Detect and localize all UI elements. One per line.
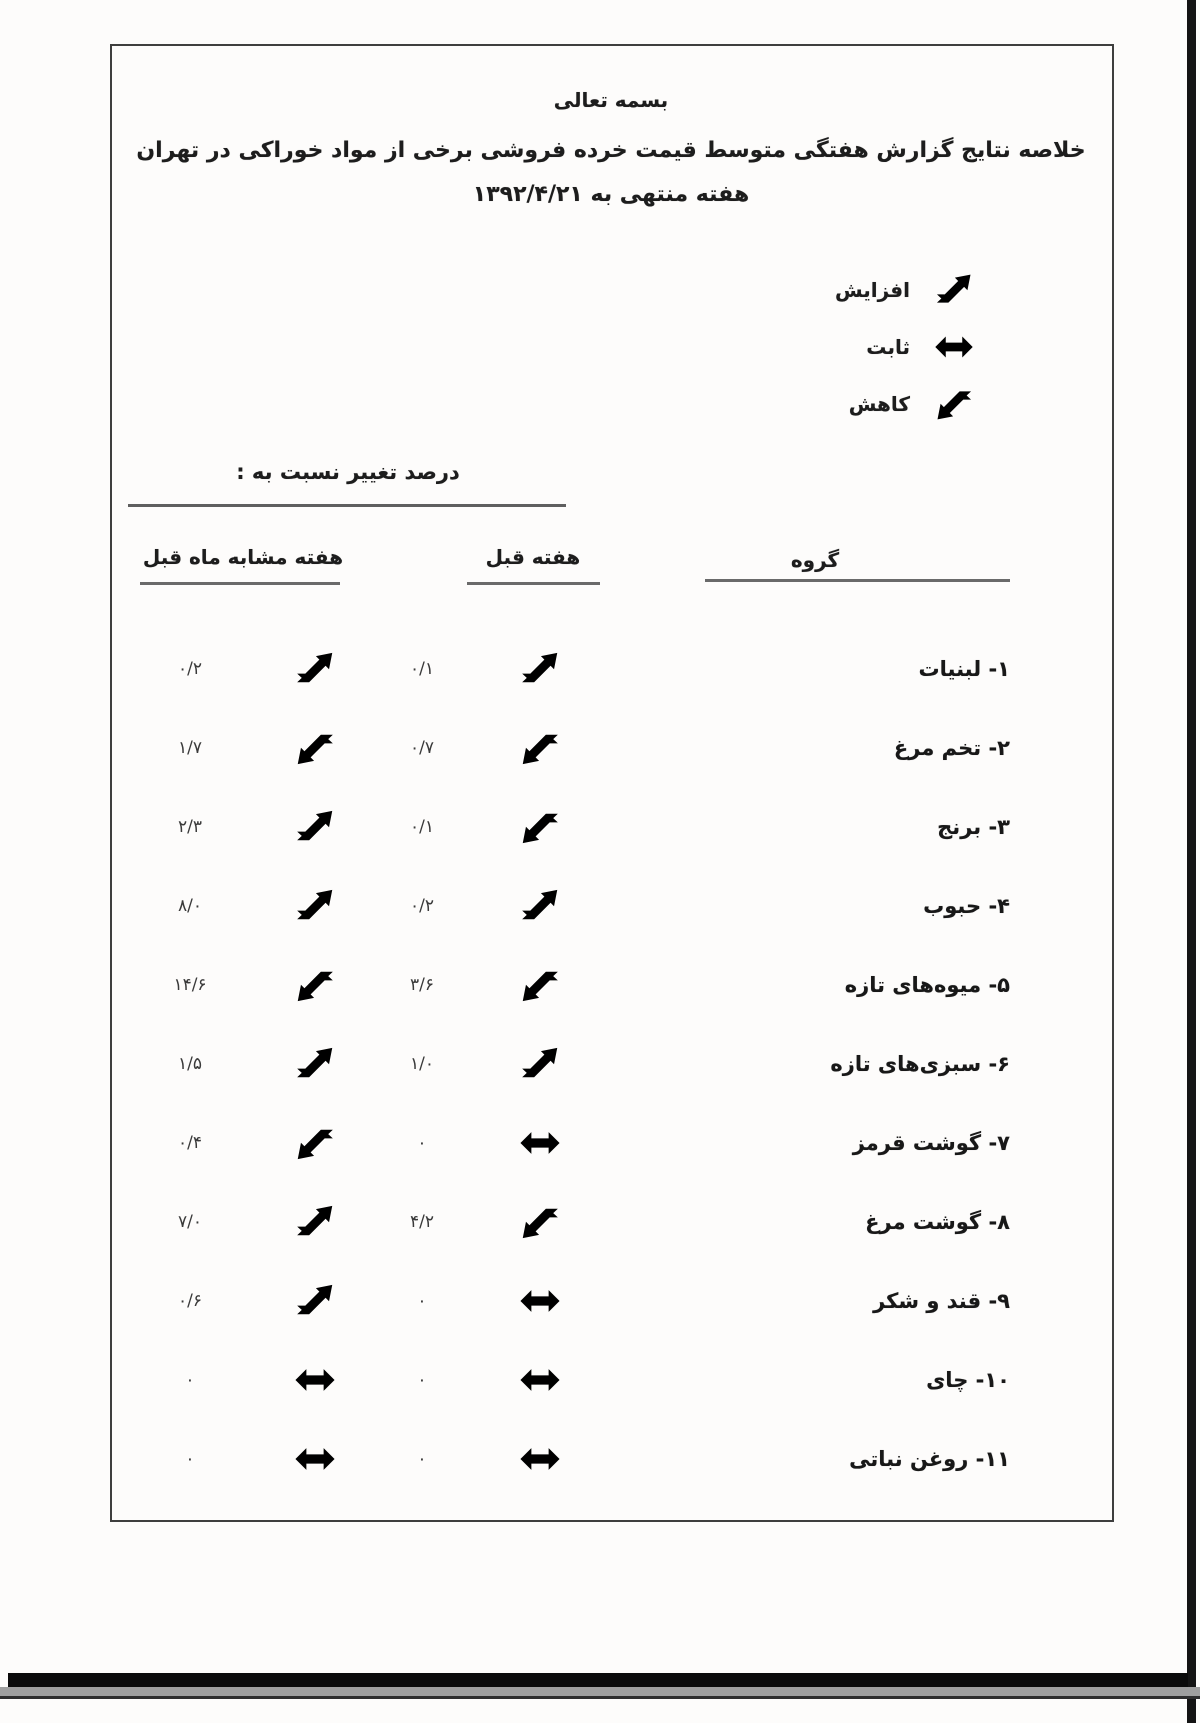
scan-bottom-edge-line [0,1696,1200,1699]
prev-month-change-value: ۱/۷ [178,737,202,758]
prev-week-change-value: ۴/۲ [410,1211,434,1232]
decrease-arrow-icon [288,725,342,771]
stable-arrow-icon [513,1436,567,1482]
prev-week-arrow-cell [513,962,567,1008]
prev-week-arrow-cell [513,1041,567,1087]
prev-week-change-value: ۰ [417,1290,427,1311]
prev-week-arrow-cell [513,883,567,929]
legend-label: ثابت [866,335,910,359]
decrease-arrow-icon [513,1199,567,1245]
prev-week-change-value: ۰ [417,1448,427,1469]
decrease-arrow-icon [513,804,567,850]
table-row [111,787,1111,866]
prev-month-header-underline [140,582,340,585]
increase-arrow-icon [288,804,342,850]
increase-arrow-icon [928,268,980,312]
group-label: ۱- لبنیات [918,656,1010,681]
prev-month-arrow-cell [288,962,342,1008]
group-label: ۲- تخم مرغ [893,735,1010,760]
table-row [111,1103,1111,1182]
prev-month-change-value: ۰/۴ [178,1132,202,1153]
group-label: ۵- میوه‌های تازه [844,972,1010,997]
prev-week-arrow-cell [513,1278,567,1324]
group-label: ۴- حبوب [923,893,1010,918]
increase-arrow-icon [288,1041,342,1087]
group-label: ۸- گوشت مرغ [865,1209,1010,1234]
prev-month-change-value: ۲/۳ [178,816,202,837]
prev-week-arrow-cell [513,804,567,850]
arrow-legend [690,266,980,428]
stable-arrow-icon [288,1357,342,1403]
column-header-group: گروه [790,548,840,572]
decrease-arrow-icon [513,962,567,1008]
prev-month-change-value: ۰ [185,1369,195,1390]
prev-month-change-value: ۸/۰ [178,895,202,916]
prev-week-change-value: ۳/۶ [410,974,434,995]
prev-week-arrow-cell [513,1357,567,1403]
prev-week-change-value: ۰/۲ [410,895,434,916]
table-row [111,1419,1111,1498]
scan-bottom-edge-grey [0,1687,1200,1696]
group-label: ۳- برنج [937,814,1010,839]
increase-arrow-icon [513,883,567,929]
prev-month-change-value: ۰/۲ [178,658,202,679]
prev-month-arrow-cell [288,1278,342,1324]
legend-label: افزایش [834,278,910,302]
bismillah-text: بسمه تعالی [553,88,669,112]
prev-month-arrow-cell [288,1357,342,1403]
table-row [111,866,1111,945]
scan-right-edge [1187,0,1196,1723]
prev-week-arrow-cell [513,1199,567,1245]
legend-arrow-cell [928,325,980,369]
report-date-line: هفته منتهی به ۱۳۹۲/۴/۲۱ [472,182,750,207]
prev-month-change-value: ۰ [185,1448,195,1469]
legend-arrow-cell [928,268,980,312]
prev-week-arrow-cell [513,1120,567,1166]
table-row [111,708,1111,787]
stable-arrow-icon [513,1357,567,1403]
prev-week-change-value: ۱/۰ [410,1053,434,1074]
group-label: ۷- گوشت قرمز [852,1130,1010,1155]
prev-month-arrow-cell [288,1199,342,1245]
legend-item [690,323,980,371]
prev-month-arrow-cell [288,1436,342,1482]
prev-week-change-value: ۰ [417,1132,427,1153]
increase-arrow-icon [513,646,567,692]
prev-month-arrow-cell [288,883,342,929]
prev-month-arrow-cell [288,1041,342,1087]
prev-month-change-value: ۱۴/۶ [173,974,207,995]
table-row [111,1261,1111,1340]
prev-week-change-value: ۰/۱ [410,816,434,837]
price-change-table [111,629,1111,1498]
decrease-arrow-icon [513,725,567,771]
prev-month-arrow-cell [288,804,342,850]
table-row [111,945,1111,1024]
table-row [111,629,1111,708]
increase-arrow-icon [288,1278,342,1324]
scan-bottom-edge-black [8,1673,1188,1687]
prev-month-arrow-cell [288,646,342,692]
stable-arrow-icon [513,1278,567,1324]
stable-arrow-icon [513,1120,567,1166]
prev-week-arrow-cell [513,1436,567,1482]
legend-label: کاهش [848,392,910,416]
legend-item [690,266,980,314]
prev-week-arrow-cell [513,646,567,692]
column-header-prev-week: هفته قبل [485,545,581,569]
prev-month-change-value: ۱/۵ [178,1053,202,1074]
group-label: ۶- سبزی‌های تازه [830,1051,1010,1076]
stable-arrow-icon [288,1436,342,1482]
increase-arrow-icon [288,646,342,692]
report-title: خلاصه نتایج گزارش هفتگی متوسط قیمت خرده فروشی برخی از مواد خوراکی در تهران [136,138,1086,163]
group-header-underline [705,579,1010,582]
prev-week-change-value: ۰/۱ [410,658,434,679]
stable-arrow-icon [928,325,980,369]
table-row [111,1182,1111,1261]
increase-arrow-icon [288,1199,342,1245]
group-label: ۹- قند و شکر [873,1288,1010,1313]
decrease-arrow-icon [288,1120,342,1166]
legend-item [690,380,980,428]
prev-month-arrow-cell [288,725,342,771]
prev-week-change-value: ۰/۷ [410,737,434,758]
percent-header-rule [128,504,566,507]
prev-month-change-value: ۷/۰ [178,1211,202,1232]
group-label: ۱۱- روغن نباتی [849,1446,1010,1471]
group-label: ۱۰- چای [926,1367,1010,1392]
table-row [111,1024,1111,1103]
increase-arrow-icon [513,1041,567,1087]
legend-arrow-cell [928,382,980,426]
decrease-arrow-icon [288,962,342,1008]
decrease-arrow-icon [928,382,980,426]
prev-week-header-underline [467,582,600,585]
prev-week-change-value: ۰ [417,1369,427,1390]
table-row [111,1340,1111,1419]
percent-change-header: درصد تغییر نسبت به : [236,460,460,484]
prev-month-change-value: ۰/۶ [178,1290,202,1311]
prev-month-arrow-cell [288,1120,342,1166]
prev-week-arrow-cell [513,725,567,771]
column-header-prev-month-week: هفته مشابه ماه قبل [142,545,344,569]
increase-arrow-icon [288,883,342,929]
